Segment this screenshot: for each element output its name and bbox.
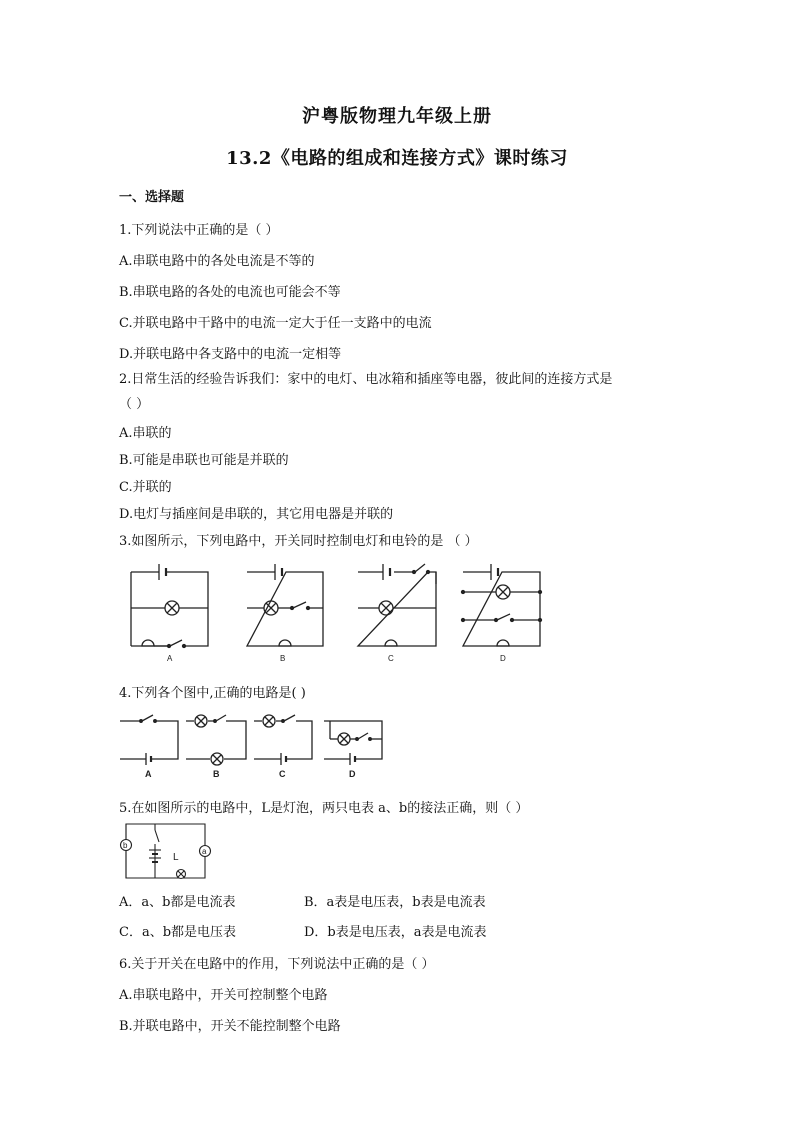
section-heading: 一、选择题 (119, 190, 185, 205)
q3-circuit-b (247, 564, 323, 663)
q4-stem: 4.下列各个图中,正确的电路是( ) (119, 686, 306, 701)
q4-circuit-c (254, 715, 312, 779)
q4-label-c: C (279, 769, 286, 779)
q6-stem: 6.关于开关在电路中的作用，下列说法中正确的是（ ） (119, 957, 435, 972)
q4-label-d: D (349, 769, 356, 779)
q4-circuit-b (186, 715, 246, 779)
q5-option-a: A．a、b都是电流表 (119, 895, 236, 910)
q3-label-d: D (500, 654, 506, 663)
q4-circuit-a (120, 715, 178, 779)
q5-option-d: D．b表是电压表，a表是电流表 (304, 925, 487, 940)
q3-stem: 3.如图所示，下列电路中，开关同时控制电灯和电铃的是 （ ） (119, 534, 478, 549)
q4-circuit-d (324, 721, 382, 779)
q3-label-a: A (167, 654, 173, 663)
q5-meter-a: a (202, 847, 207, 856)
q2-option-b: B.可能是串联也可能是并联的 (119, 453, 289, 468)
q1-option-b: B.串联电路的各处的电流也可能会不等 (119, 285, 341, 300)
q5-circuit-diagram (117, 820, 215, 882)
q1-stem: 1.下列说法中正确的是（ ） (119, 223, 279, 238)
q2-option-c: C.并联的 (119, 480, 172, 495)
q4-label-b: B (213, 769, 220, 779)
q2-stem: 2.日常生活的经验告诉我们：家中的电灯、电冰箱和插座等电器，彼此间的连接方式是 (119, 372, 613, 387)
q5-meter-b: b (123, 841, 128, 850)
q3-label-c: C (388, 654, 394, 663)
q6-option-a: A.串联电路中，开关可控制整个电路 (119, 988, 328, 1003)
q4-circuit-diagrams (118, 711, 388, 783)
q2-option-d: D.电灯与插座间是串联的，其它用电器是并联的 (119, 507, 394, 522)
q4-label-a: A (145, 769, 152, 779)
q1-option-d: D.并联电路中各支路中的电流一定相等 (119, 347, 342, 362)
q3-circuit-diagrams (126, 560, 556, 666)
document-subtitle: 13.2《电路的组成和连接方式》课时练习 (226, 148, 568, 169)
q5-lamp-label: L (173, 852, 179, 863)
q5-option-b: B．a表是电压表，b表是电流表 (304, 895, 486, 910)
q1-option-a: A.串联电路中的各处电流是不等的 (119, 254, 315, 269)
q5-option-c: C．a、b都是电压表 (119, 925, 237, 940)
q1-option-c: C.并联电路中干路中的电流一定大于任一支路中的电流 (119, 316, 432, 331)
document-title: 沪粤版物理九年级上册 (302, 106, 492, 127)
q2-option-a: A.串联的 (119, 426, 172, 441)
q6-option-b: B.并联电路中，开关不能控制整个电路 (119, 1019, 341, 1034)
q5-stem: 5.在如图所示的电路中，L是灯泡，两只电表 a、b的接法正确，则（ ） (119, 801, 529, 816)
q3-circuit-d (462, 564, 542, 663)
q2-stem-cont: （ ） (119, 397, 150, 412)
q3-circuit-c (358, 564, 436, 663)
q3-label-b: B (280, 654, 286, 663)
q3-circuit-a (131, 564, 208, 663)
